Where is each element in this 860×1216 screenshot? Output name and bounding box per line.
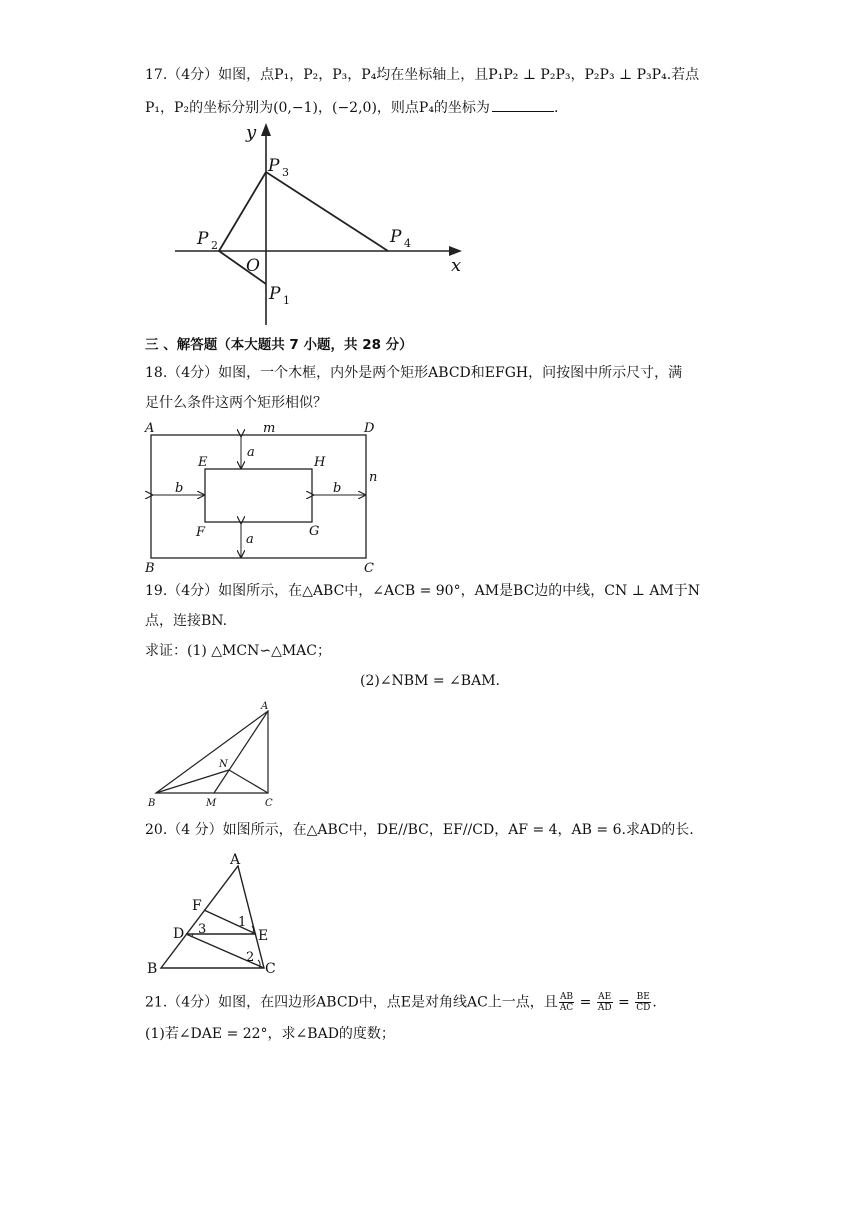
- q17-line2-end: .: [553, 100, 559, 116]
- p2-label: P: [197, 229, 209, 249]
- angle-1: 1: [238, 915, 247, 930]
- q19-line2: 点，连接BN.: [145, 613, 228, 629]
- tri-label-b: B: [148, 798, 156, 809]
- tri-label-a: A: [261, 701, 269, 712]
- tri2-label-d: D: [173, 926, 185, 942]
- x-axis-label: x: [451, 255, 462, 276]
- rect-label-g: G: [309, 524, 320, 539]
- y-axis-label: y: [246, 122, 257, 143]
- q21-line1-text: 21.（4分）如图，在四边形ABCD中，点E是对角线AC上一点，且: [145, 994, 558, 1011]
- p3-sub: 3: [282, 166, 289, 179]
- angle-2: 2: [246, 950, 255, 965]
- tri2-label-f: F: [192, 898, 202, 914]
- rect-label-d: D: [364, 421, 375, 436]
- fraction-ae-ad: $\frac{AE}{AD}$: [597, 992, 612, 1013]
- tri2-label-c: C: [265, 961, 276, 977]
- rect-label-c: C: [364, 561, 374, 576]
- dim-n: n: [369, 470, 378, 485]
- fraction-ab-ac: $\frac{AB}{AC}$: [559, 992, 574, 1013]
- tri2-label-b: B: [147, 961, 158, 977]
- rect-label-b: B: [145, 561, 155, 576]
- dim-m: m: [263, 421, 276, 436]
- q21-line2: (1)若∠DAE = 22°，求∠BAD的度数；: [145, 1026, 395, 1042]
- tri2-label-a: A: [230, 852, 241, 868]
- dim-b-left: b: [175, 481, 184, 496]
- tri-label-m: M: [206, 798, 217, 809]
- rect-label-e: E: [198, 455, 208, 470]
- q18-line1: 18.（4分）如图，一个木框，内外是两个矩形ABCD和EFGH，问按图中所示尺寸，满: [145, 365, 683, 381]
- rect-label-a: A: [145, 421, 155, 436]
- tri2-label-e: E: [258, 928, 269, 944]
- q21-line1: [145, 992, 657, 1013]
- section-heading: 三 、解答题（本大题共 7 小题，共 28 分）: [145, 337, 413, 353]
- rect-label-h: H: [314, 455, 326, 470]
- dim-b-right: b: [333, 481, 342, 496]
- p4-sub: 4: [404, 237, 411, 250]
- q17-line1: 17.（4分）如图，点P₁，P₂，P₃，P₄均在坐标轴上，且P₁P₂ ⊥ P₂P₃，P₂P₃ ⊥ P₃P₄.若点: [145, 67, 700, 83]
- equals-1: =: [579, 994, 592, 1011]
- rect-label-f: F: [196, 525, 206, 540]
- q21-line1-end: .: [652, 994, 657, 1011]
- tri-label-c: C: [265, 798, 273, 809]
- dim-a-top: a: [247, 445, 255, 460]
- q17-line2-text: P₁，P₂的坐标分别为(0,−1)，(−2,0)，则点P₄的坐标为: [145, 100, 490, 116]
- q19-line3: 求证：(1) △MCN∽△MAC；: [145, 643, 331, 659]
- dim-a-bottom: a: [246, 532, 254, 547]
- p1-label: P: [269, 284, 281, 304]
- p4-label: P: [390, 227, 402, 247]
- q20-line1: 20.（4 分）如图所示，在△ABC中，DE//BC，EF//CD，AF = 4，AB = 6.求AD的长.: [145, 822, 694, 838]
- p1-sub: 1: [283, 294, 290, 307]
- q19-line1: 19.（4分）如图所示，在△ABC中，∠ACB = 90°，AM是BC边的中线，CN ⊥ AM于N: [145, 583, 701, 599]
- q19-line4: (2)∠NBM = ∠BAM.: [360, 673, 500, 689]
- q18-line2: 足什么条件这两个矩形相似？: [145, 395, 327, 411]
- angle-3: 3: [198, 922, 207, 937]
- origin-label: O: [246, 256, 260, 276]
- equals-2: =: [618, 994, 630, 1011]
- tri-label-n: N: [219, 759, 228, 770]
- p2-sub: 2: [211, 239, 218, 252]
- p3-label: P: [268, 156, 280, 176]
- fraction-be-cd: $\frac{BE}{CD}$: [636, 992, 651, 1013]
